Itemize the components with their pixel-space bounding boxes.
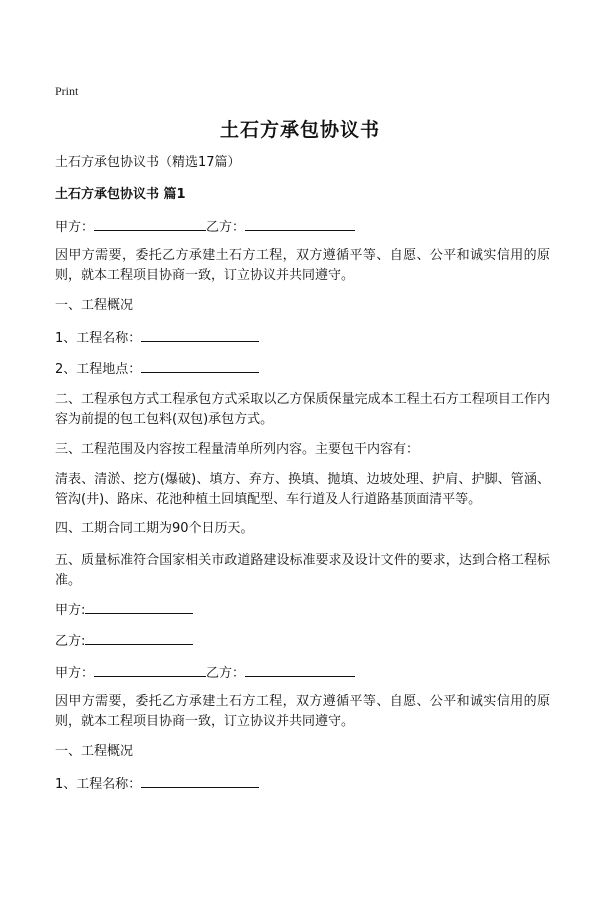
party-b-blank	[245, 217, 355, 231]
sign-a-line	[55, 600, 193, 621]
document-title: 土石方承包协议书	[219, 119, 380, 141]
parties-line	[55, 217, 355, 238]
party-a-label-2: 甲方：	[55, 666, 95, 681]
project-location-blank	[141, 359, 259, 373]
print-label: Print	[55, 84, 79, 98]
project-name-label: 1、工程名称：	[55, 331, 142, 346]
sign-b-line	[55, 631, 193, 652]
project-name-line	[55, 328, 259, 349]
quality-paragraph: 五、质量标准符合国家相关市政道路建设标准要求及设计文件的要求，达到合格工程标准。	[55, 553, 550, 588]
party-a-blank	[94, 217, 206, 231]
sign-a-blank	[85, 600, 193, 614]
overview-heading: 一、工程概况	[55, 298, 134, 313]
sign-a-label: 甲方:	[55, 603, 86, 618]
section-heading: 土石方承包协议书 篇1	[55, 187, 186, 202]
project-location-label: 2、工程地点：	[55, 362, 142, 377]
scope-items-paragraph: 清表、清淤、挖方(爆破)、填方、弃方、换填、抛填、边坡处理、护肩、护脚、管涵、管沟(井)、路床、花池种植土回填配型、车行道及人行道路基顶面清平等。	[55, 472, 550, 507]
duration-line: 四、工期合同工期为90个日历天。	[55, 521, 254, 536]
party-b-label-2: 乙方：	[206, 666, 246, 681]
intro-paragraph: 因甲方需要，委托乙方承建土石方工程，双方遵循平等、自愿、公平和诚实信用的原则，就本工程项目协商一致，订立协议并共同遵守。	[55, 248, 550, 283]
project-name-blank-2	[141, 774, 259, 788]
project-location-line	[55, 359, 259, 380]
scope-line: 三、工程范围及内容按工程量清单所列内容。主要包干内容有：	[55, 442, 420, 457]
overview-heading-2: 一、工程概况	[55, 744, 134, 759]
party-a-blank-2	[94, 663, 206, 677]
intro-paragraph-2: 因甲方需要，委托乙方承建土石方工程，双方遵循平等、自愿、公平和诚实信用的原则，就本工程项目协商一致，订立协议并共同遵守。	[55, 694, 550, 729]
party-b-label: 乙方：	[206, 220, 246, 235]
sign-b-label: 乙方:	[55, 634, 86, 649]
project-name-blank	[141, 328, 259, 342]
contract-method-paragraph: 二、工程承包方式工程承包方式采取以乙方保质保量完成本工程土石方工程项目工作内容为前提的包工包料(双包)承包方式。	[55, 392, 550, 427]
parties-line-2	[55, 663, 355, 684]
project-name-label-2: 1、工程名称：	[55, 777, 142, 792]
project-name-line-2	[55, 774, 259, 795]
party-b-blank-2	[245, 663, 355, 677]
sign-b-blank	[85, 631, 193, 645]
party-a-label: 甲方：	[55, 220, 95, 235]
document-subtitle: 土石方承包协议书（精选17篇）	[55, 155, 241, 170]
